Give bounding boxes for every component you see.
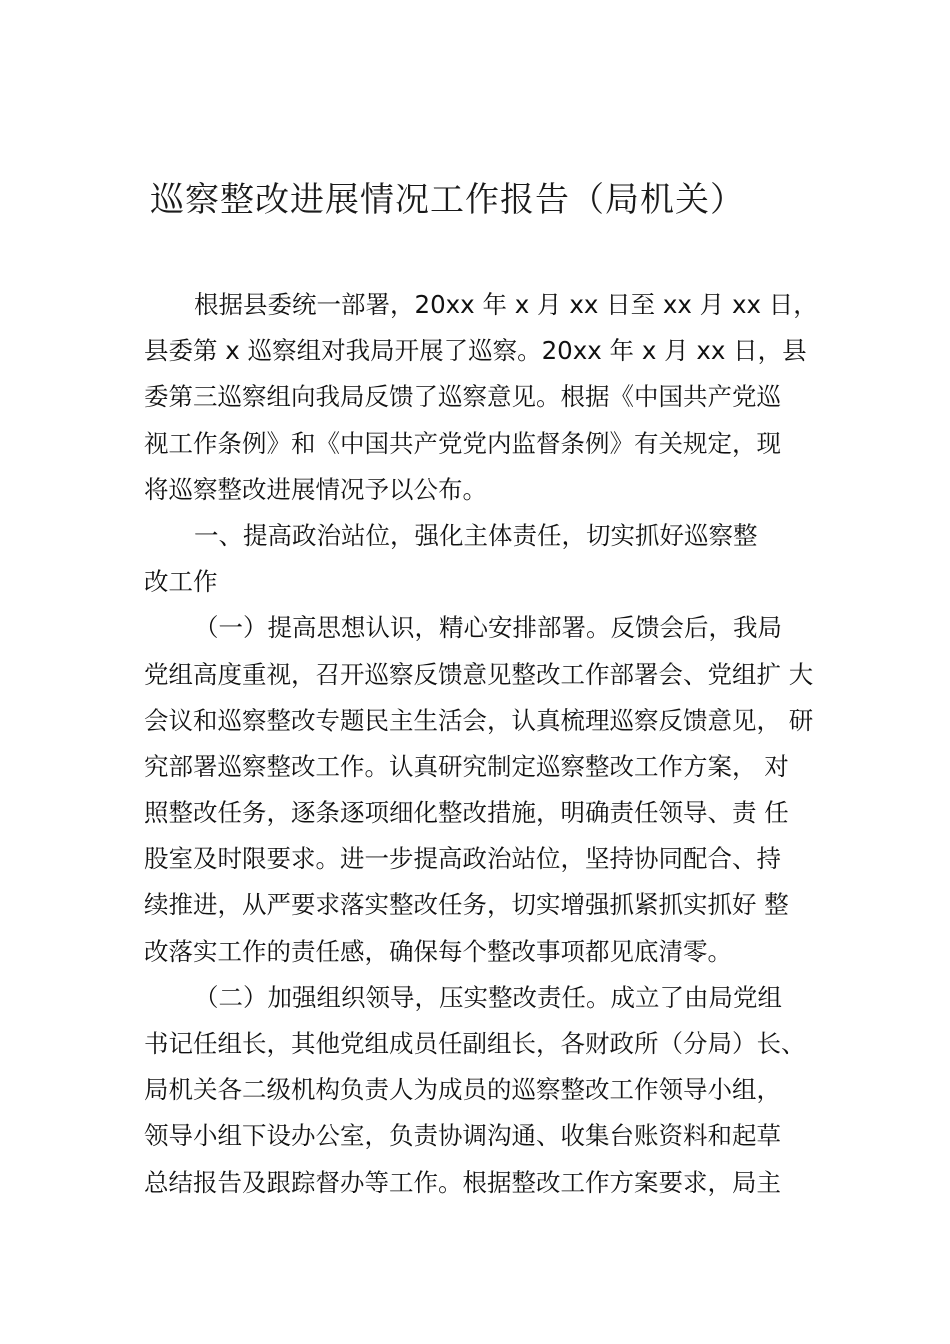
paragraph-line: （二）加强组织领导，压实整改责任。成立了由局党组: [194, 982, 782, 1012]
paragraph-line: 会议和巡察整改专题民主生活会，认真梳理巡察反馈意见， 研: [144, 705, 814, 735]
document-title: 巡察整改进展情况工作报告（局机关）: [150, 180, 745, 220]
paragraph-line: 党组高度重视，召开巡察反馈意见整改工作部署会、党组扩 大: [144, 659, 814, 689]
paragraph-line: 县委第 x 巡察组对我局开展了巡察。20xx 年 x 月 xx 日，县: [144, 336, 807, 366]
paragraph-line: 视工作条例》和《中国共产党党内监督条例》有关规定，现: [144, 428, 781, 458]
paragraph-line: 总结报告及跟踪督办等工作。根据整改工作方案要求，局主: [144, 1167, 781, 1197]
paragraph-line: 委第三巡察组向我局反馈了巡察意见。根据《中国共产党巡: [144, 382, 781, 412]
paragraph-line: 股室及时限要求。进一步提高政治站位，坚持协同配合、持: [144, 844, 781, 874]
paragraph-line: 续推进，从严要求落实整改任务，切实增强抓紧抓实抓好 整: [144, 890, 789, 920]
section-heading-line: 一、提高政治站位，强化主体责任，切实抓好巡察整: [194, 520, 758, 550]
section-heading-line: 改工作: [144, 567, 218, 597]
paragraph-line: 领导小组下设办公室，负责协调沟通、收集台账资料和起草: [144, 1121, 781, 1151]
document-body: [144, 282, 834, 1206]
paragraph-line: 将巡察整改进展情况予以公布。: [144, 474, 487, 504]
paragraph-line: 照整改任务，逐条逐项细化整改措施，明确责任领导、责 任: [144, 798, 789, 828]
paragraph-line: 改落实工作的责任感，确保每个整改事项都见底清零。: [144, 936, 732, 966]
paragraph-line: 根据县委统一部署，20xx 年 x 月 xx 日至 xx 月 xx 日，: [194, 290, 818, 319]
paragraph-line: 究部署巡察整改工作。认真研究制定巡察整改工作方案， 对: [144, 751, 789, 781]
paragraph-line: 局机关各二级机构负责人为成员的巡察整改工作领导小组，: [144, 1075, 781, 1105]
paragraph-line: 书记任组长，其他党组成员任副组长，各财政所（分局）长、: [144, 1029, 806, 1058]
paragraph-line: （一）提高思想认识，精心安排部署。反馈会后，我局: [194, 613, 782, 643]
